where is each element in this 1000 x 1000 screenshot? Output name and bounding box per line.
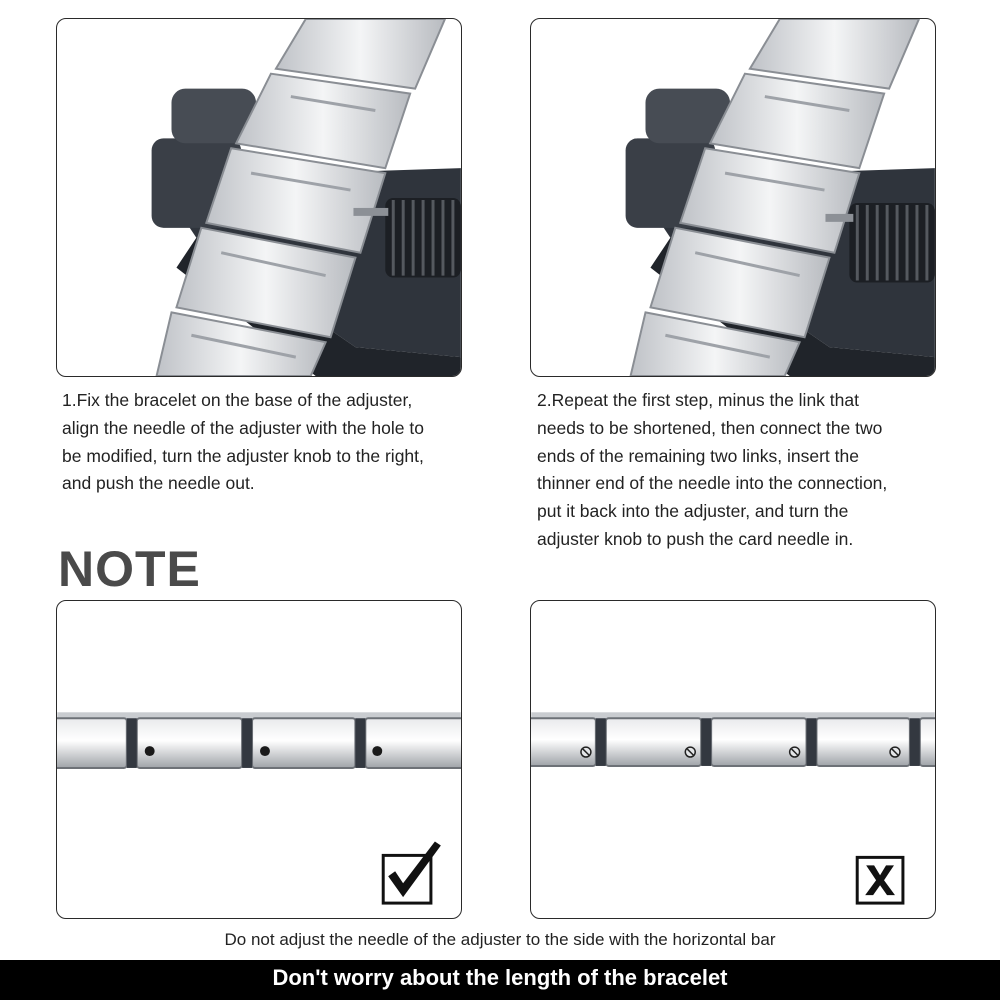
step2-line: thinner end of the needle into the connection,	[537, 473, 888, 494]
wrong-orientation-photo	[530, 600, 936, 919]
step2-photo	[530, 18, 936, 377]
step2-instructions	[537, 387, 947, 554]
step1-photo	[56, 18, 462, 377]
step2-line: 2.Repeat the first step, minus the link that	[537, 390, 859, 410]
bottom-banner: Don't worry about the length of the bracelet	[0, 960, 1000, 1000]
step1-instructions	[62, 387, 482, 498]
step2-line: put it back into the adjuster, and turn the	[537, 501, 849, 522]
adjuster-tool-illustration	[531, 19, 935, 376]
adjuster-tool-illustration	[57, 19, 461, 376]
step1-line: be modified, turn the adjuster knob to the right,	[62, 445, 424, 466]
step2-line: adjuster knob to push the card needle in.	[537, 528, 854, 549]
step1-line: 1.Fix the bracelet on the base of the adjuster,	[62, 390, 413, 410]
step1-line: and push the needle out.	[62, 473, 255, 494]
checkmark-icon	[383, 841, 441, 903]
note-heading: NOTE	[58, 541, 201, 597]
note-caption: Do not adjust the needle of the adjuster to the side with the horizontal bar	[224, 930, 776, 949]
x-mark-icon	[857, 857, 903, 903]
step2-line: ends of the remaining two links, insert the	[537, 445, 859, 466]
correct-orientation-photo	[56, 600, 462, 919]
bracelet-side-view-wrong	[531, 601, 935, 918]
step2-line: needs to be shortened, then connect the two	[537, 417, 883, 438]
bracelet-side-view-correct	[57, 601, 461, 918]
step1-line: align the needle of the adjuster with the hole to	[62, 417, 424, 438]
